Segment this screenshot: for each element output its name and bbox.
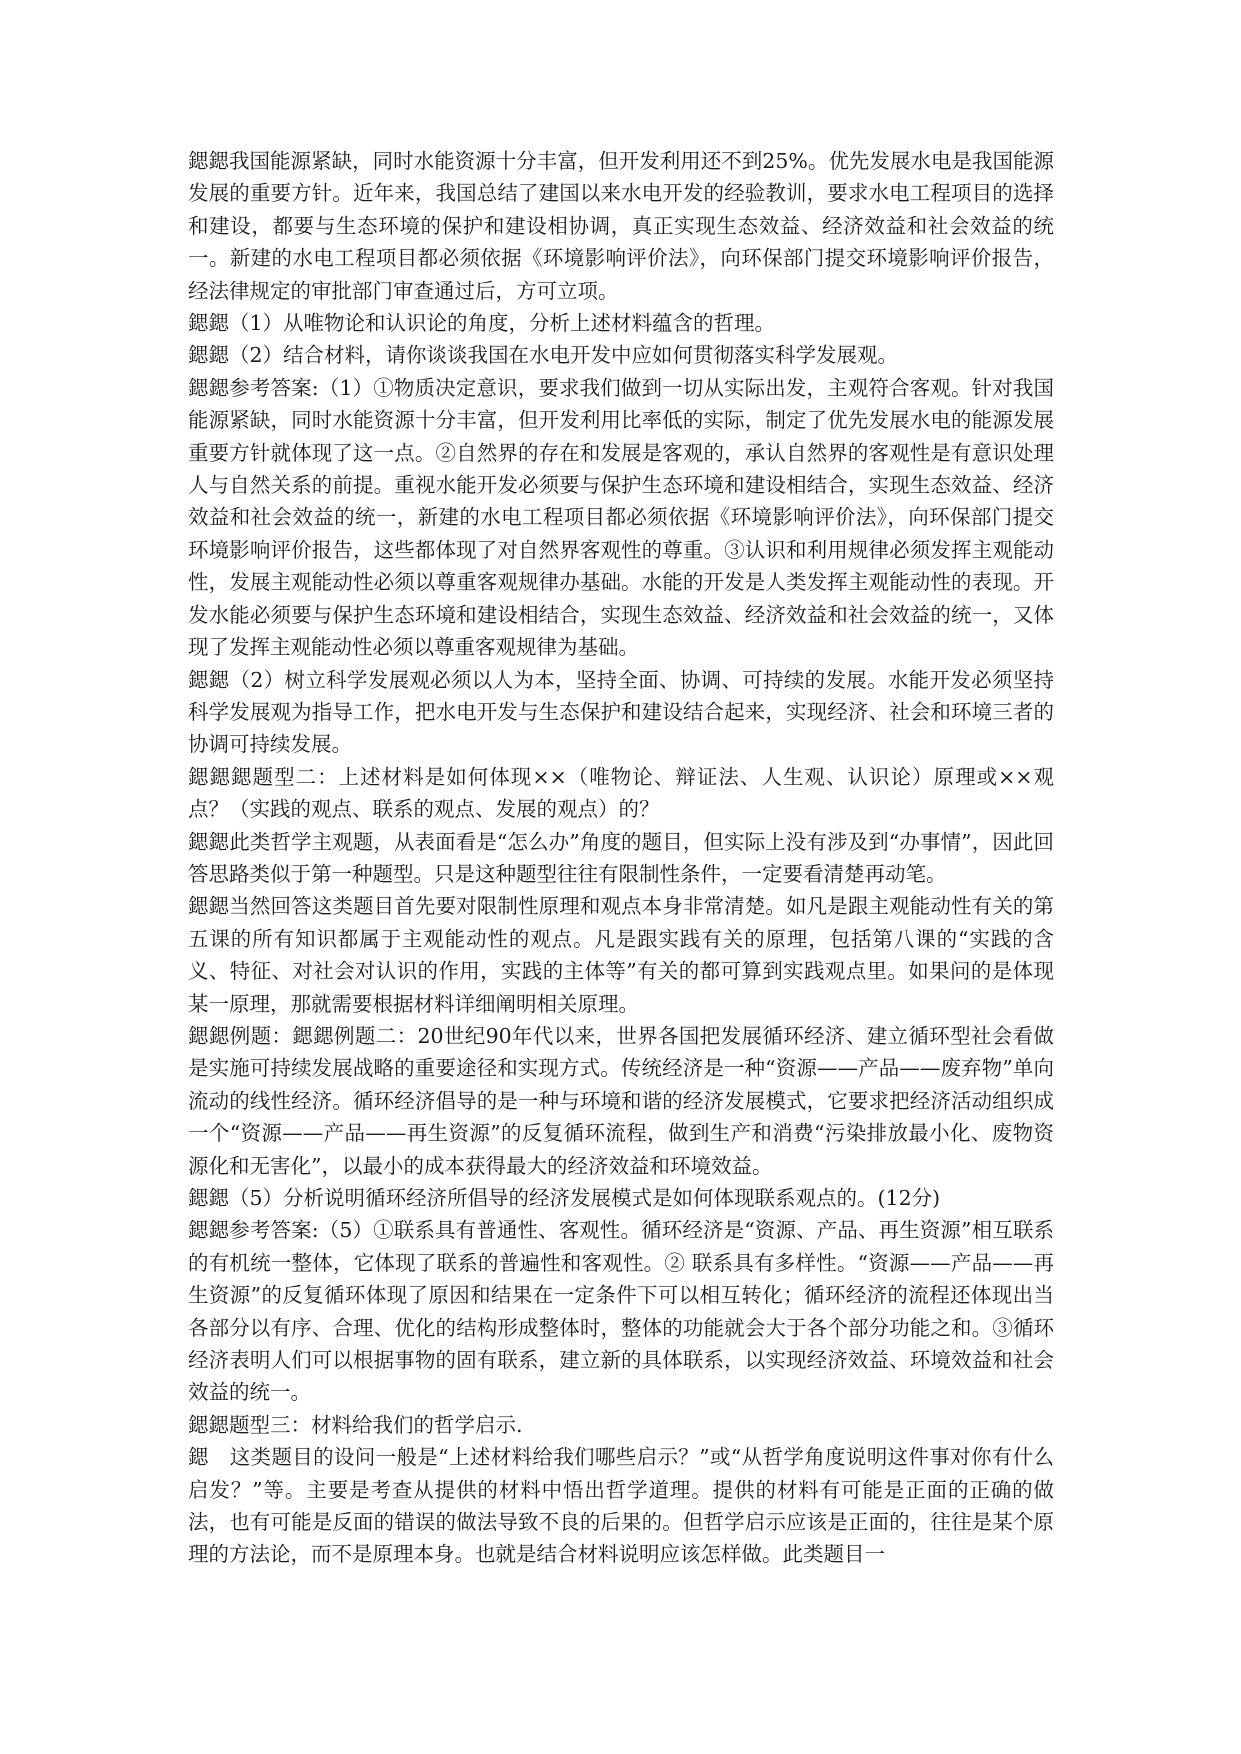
paragraph-type-2-explanation: 鍶鍶此类哲学主观题，从表面看是“怎么办”角度的题目，但实际上没有涉及到“办事情”，因此回答思路类似于第一种题型。只是这种题型往往有限制性条件，一定要看清楚再动笔。 [188, 829, 1054, 886]
paragraph-example-circular-economy: 鍶鍶例题：鍶鍶例题二：20世纪90年代以来，世界各国把发展循环经济、建立循环型社会看做是实施可持续发展战略的重要途径和实现方式。传统经济是一种“资源——产品——废弃物”单向流动的线性经济。循环经济倡导的是一种与环境和谐的经济发展模式，它要求把经济活动组织成一个“资源——产品——再生资源”的反复循环流程，做到生产和消费“污染排放最小化、废物资源化和无害化”，以最小的成本获得最大的经济效益和环境效益。 [188, 1023, 1054, 1178]
paragraph-question-2: 鍶鍶（2）结合材料，请你谈谈我国在水电开发中应如何贯彻落实科学发展观。 [188, 343, 899, 368]
paragraph-type-3-explanation: 鍶 这类题目的设问一般是“上述材料给我们哪些启示？”或“从哲学角度说明这件事对你有什么启发？”等。主要是考查从提供的材料中悟出哲学道理。提供的材料有可能是正面的正确的做法，也有可能是反面的错误的做法导致不良的后果的。但哲学启示应该是正面的，往往是某个原理的方法论，而不是原理本身。也就是结合材料说明应该怎样做。此类题目一 [188, 1445, 1054, 1567]
document-body [188, 145, 1054, 1571]
paragraph-answer-1: 鍶鍶参考答案:（1）①物质决定意识，要求我们做到一切从实际出发，主观符合客观。针对我国能源紧缺，同时水能资源十分丰富，但开发利用比率低的实际，制定了优先发展水电的能源发展重要方针就体现了这一点。②自然界的存在和发展是客观的，承认自然界的客观性是有意识处理人与自然关系的前提。重视水能开发必须要与保护生态环境和建设相结合，实现生态效益、经济效益和社会效益的统一，新建的水电工程项目都必须依据《环境影响评价法》，向环保部门提交环境影响评价报告，这些都体现了对自然界客观性的尊重。③认识和利用规律必须发挥主观能动性，发展主观能动性必须以尊重客观规律办基础。水能的开发是人类发挥主观能动性的表现。开发水能必须要与保护生态环境和建设相结合，实现生态效益、经济效益和社会效益的统一，又体现了发挥主观能动性必须以尊重客观规律为基础。 [188, 375, 1054, 660]
paragraph-material-hydropower: 鍶鍶我国能源紧缺，同时水能资源十分丰富，但开发利用还不到25%。优先发展水电是我国能源发展的重要方针。近年来，我国总结了建国以来水电开发的经验教训，要求水电工程项目的选择和建设，都要与生态环境的保护和建设相协调，真正实现生态效益、经济效益和社会效益的统一。新建的水电工程项目都必须依据《环境影响评价法》，向环保部门提交环境影响评价报告，经法律规定的审批部门审查通过后，方可立项。 [188, 149, 1054, 303]
paragraph-question-type-2: 鍶鍶鍶题型二：上述材料是如何体现××（唯物论、辩证法、人生观、认识论）原理或××观点？（实践的观点、联系的观点、发展的观点）的？ [188, 764, 1054, 822]
paragraph-type-2-details: 鍶鍶当然回答这类题目首先要对限制性原理和观点本身非常清楚。如凡是跟主观能动性有关的第五课的所有知识都属于主观能动性的观点。凡是跟实践有关的原理，包括第八课的“实践的含义、特征、对社会对认识的作用，实践的主体等”有关的都可算到实践观点里。如果问的是体现某一原理，那就需要根据材料详细阐明相关原理。 [188, 894, 1054, 1016]
paragraph-answer-2: 鍶鍶（2）树立科学发展观必须以人为本，坚持全面、协调、可持续的发展。水能开发必须坚持科学发展观为指导工作，把水电开发与生态保护和建设结合起来，实现经济、社会和环境三者的协调可持续发展。 [188, 667, 1054, 757]
paragraph-question-type-3: 鍶鍶题型三：材料给我们的哲学启示. [188, 1412, 523, 1437]
paragraph-answer-5: 鍶鍶参考答案:（5）①联系具有普通性、客观性。循环经济是“资源、产品、再生资源”相互联系的有机统一整体，它体现了联系的普遍性和客观性。② 联系具有多样性。“资源——产品——再生资源”的反复循环体现了原因和结果在一定条件下可以相互转化；循环经济的流程还体现出当各部分以有序、合理、优化的结构形成整体时，整体的功能就会大于各个部分功能之和。③循环经济表明人们可以根据事物的固有联系，建立新的具体联系，以实现经济效益、环境效益和社会效益的统一。 [188, 1218, 1054, 1405]
paragraph-question-1: 鍶鍶（1）从唯物论和认识论的角度，分析上述材料蕴含的哲理。 [188, 311, 776, 336]
paragraph-question-5: 鍶鍶（5）分析说明循环经济所倡导的经济发展模式是如何体现联系观点的。(12分) [188, 1186, 941, 1210]
